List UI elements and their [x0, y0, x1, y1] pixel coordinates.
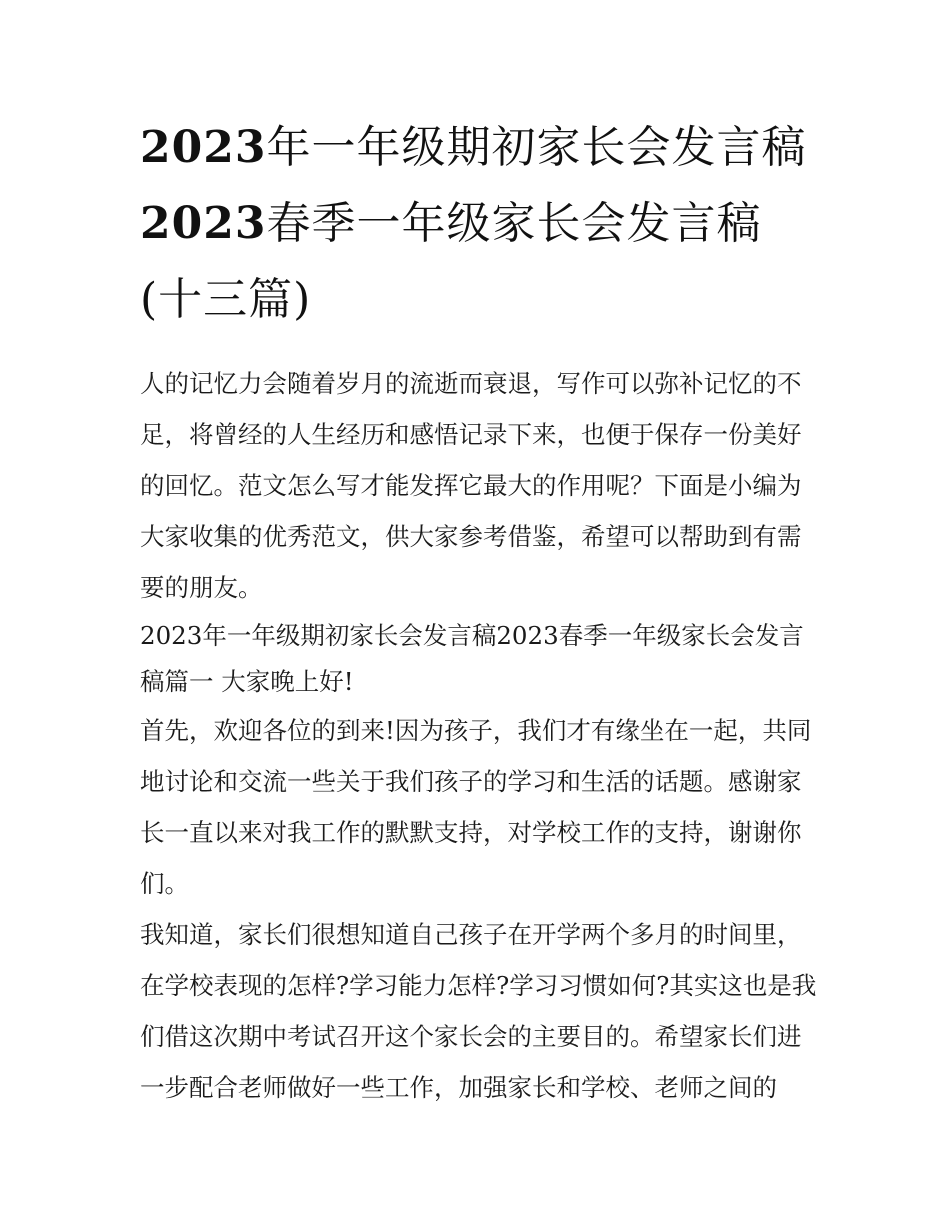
section-heading-paragraph: 2023年一年级期初家长会发言稿2023春季一年级家长会发言稿篇一 大家晚上好! — [140, 621, 804, 696]
purpose-paragraph: 我知道，家长们很想知道自己孩子在开学两个多月的时间里，在学校表现的怎样?学习能力怎样?学习习惯如何?其实这也是我们借这次期中考试召开这个家长会的主要目的。希望家长们进一步配合老师做好一些工作，加强家长和学校、老师之间的 — [140, 920, 817, 1102]
document-page — [140, 110, 820, 1113]
welcome-paragraph: 首先，欢迎各位的到来!因为孩子，我们才有缘坐在一起，共同地讨论和交流一些关于我们孩子的学习和生活的话题。感谢家长一直以来对我工作的默默支持，对学校工作的支持，谢谢你们。 — [140, 716, 812, 898]
intro-paragraph: 人的记忆力会随着岁月的流逝而衰退，写作可以弥补记忆的不足，将曾经的人生经历和感悟记录下来，也便于保存一份美好的回忆。范文怎么写才能发挥它最大的作用呢？下面是小编为大家收集的优秀范文，供大家参考借鉴，希望可以帮助到有需要的朋友。 — [140, 369, 802, 602]
document-title: 2023年一年级期初家长会发言稿2023春季一年级家长会发言稿(十三篇) — [140, 122, 807, 325]
